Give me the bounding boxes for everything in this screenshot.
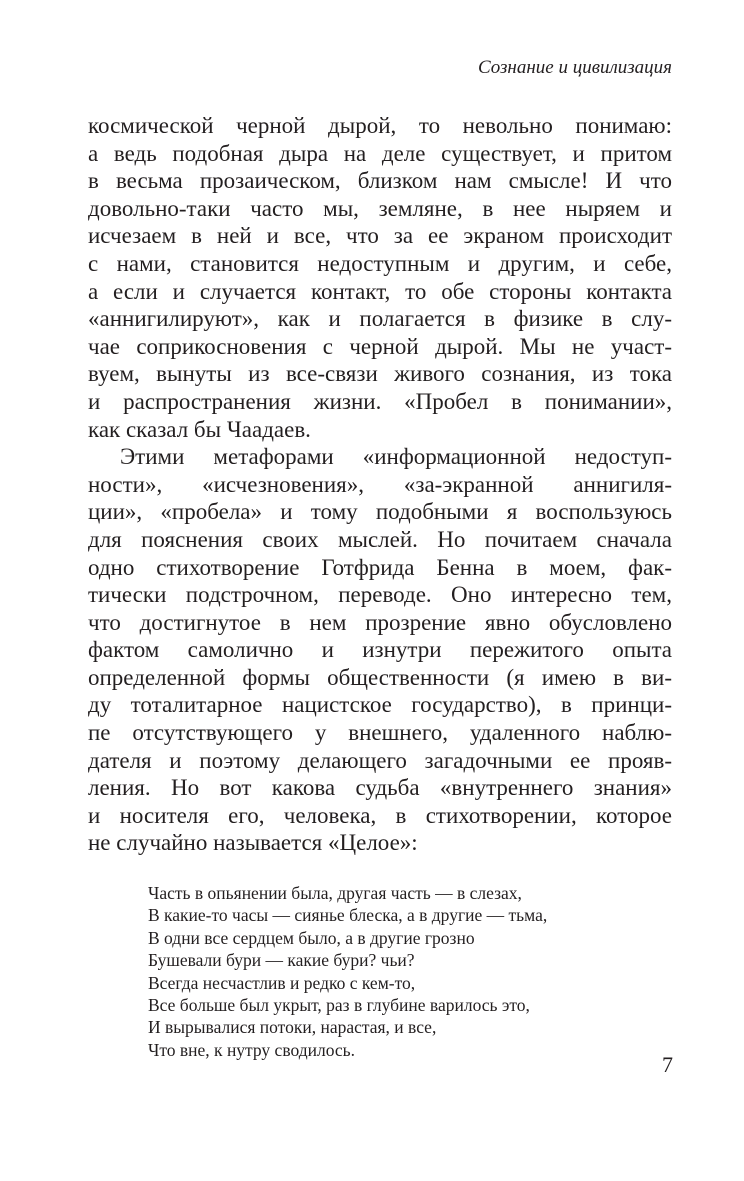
- text-line: чае соприкосновения с черной дырой. Мы не участ-: [88, 333, 672, 359]
- poem-line: Все больше был укрыт, раз в глубине варилось это,: [148, 994, 530, 1015]
- text-line: ления. Но вот какова судьба «внутреннего знания»: [88, 775, 672, 801]
- text-line: тически подстрочном, переводе. Оно интересно тем,: [88, 582, 672, 608]
- text-line: Этими метафорами «информационной недоступ-: [120, 444, 672, 470]
- text-line: а ведь подобная дыра на деле существует, и притом: [88, 140, 672, 166]
- text-line: космической черной дырой, то невольно понимаю:: [88, 113, 672, 138]
- text-line: довольно-таки часто мы, земляне, в нее ныряем и: [88, 195, 672, 221]
- poem-line: Что вне, к нутру сводилось.: [148, 1039, 356, 1060]
- body-text: [88, 112, 672, 857]
- text-line: «аннигилируют», как и полагается в физике в слу-: [88, 306, 672, 332]
- text-line: как сказал бы Чаадаев.: [88, 416, 311, 442]
- poem-line: В одни все сердцем было, а в другие грозно: [148, 927, 475, 948]
- text-line: ду тоталитарное нацистское государство), в принци-: [88, 692, 672, 718]
- text-line: одно стихотворение Готфрида Бенна в моем, фак-: [88, 554, 672, 580]
- poem-line: И вырывалися потоки, нарастая, и все,: [148, 1017, 437, 1038]
- poem-line: Всегда несчастлив и редко с кем-то,: [148, 972, 416, 993]
- text-line: дателя и поэтому делающего загадочными ее прояв-: [88, 747, 672, 773]
- paragraph: [88, 443, 672, 857]
- text-line: пе отсутствующего у внешнего, удаленного наблю-: [88, 720, 672, 746]
- text-line: ции», «пробела» и тому подобными я воспользуюсь: [88, 499, 672, 525]
- text-line: исчезаем в ней и все, что за ее экраном происходит: [88, 223, 672, 249]
- text-line: а если и случается контакт, то обе стороны контакта: [88, 278, 672, 304]
- text-line: и распространения жизни. «Пробел в понимании»,: [88, 388, 672, 414]
- text-line: в весьма прозаическом, близком нам смысле! И что: [88, 168, 672, 194]
- text-line: и носителя его, человека, в стихотворении, которое: [88, 802, 672, 828]
- poem-line: Бушевали бури — какие бури? чьи?: [148, 950, 415, 971]
- page-number: 7: [662, 1052, 673, 1077]
- poem-line: Часть в опьянении была, другая часть — в слезах,: [148, 883, 522, 903]
- text-line: определенной формы общественности (я имею в ви-: [88, 664, 672, 690]
- poem-line: В какие-то часы — сиянье блеска, а в другие — тьма,: [148, 905, 548, 926]
- text-line: ности», «исчезновения», «за-экранной аннигиля-: [88, 471, 672, 497]
- text-line: с нами, становится недоступным и другим, и себе,: [88, 250, 672, 276]
- text-line: фактом самолично и изнутри пережитого опыта: [88, 637, 672, 663]
- text-line: вуем, вынуты из все-связи живого сознания, из тока: [88, 361, 672, 387]
- paragraph: [88, 112, 672, 443]
- text-line: не случайно называется «Целое»:: [88, 830, 418, 856]
- text-line: что достигнутое в нем прозрение явно обусловлено: [88, 609, 672, 635]
- text-line: для пояснения своих мыслей. Но почитаем сначала: [88, 526, 672, 552]
- poem: [148, 882, 547, 1061]
- running-head: Сознание и цивилизация: [477, 57, 672, 78]
